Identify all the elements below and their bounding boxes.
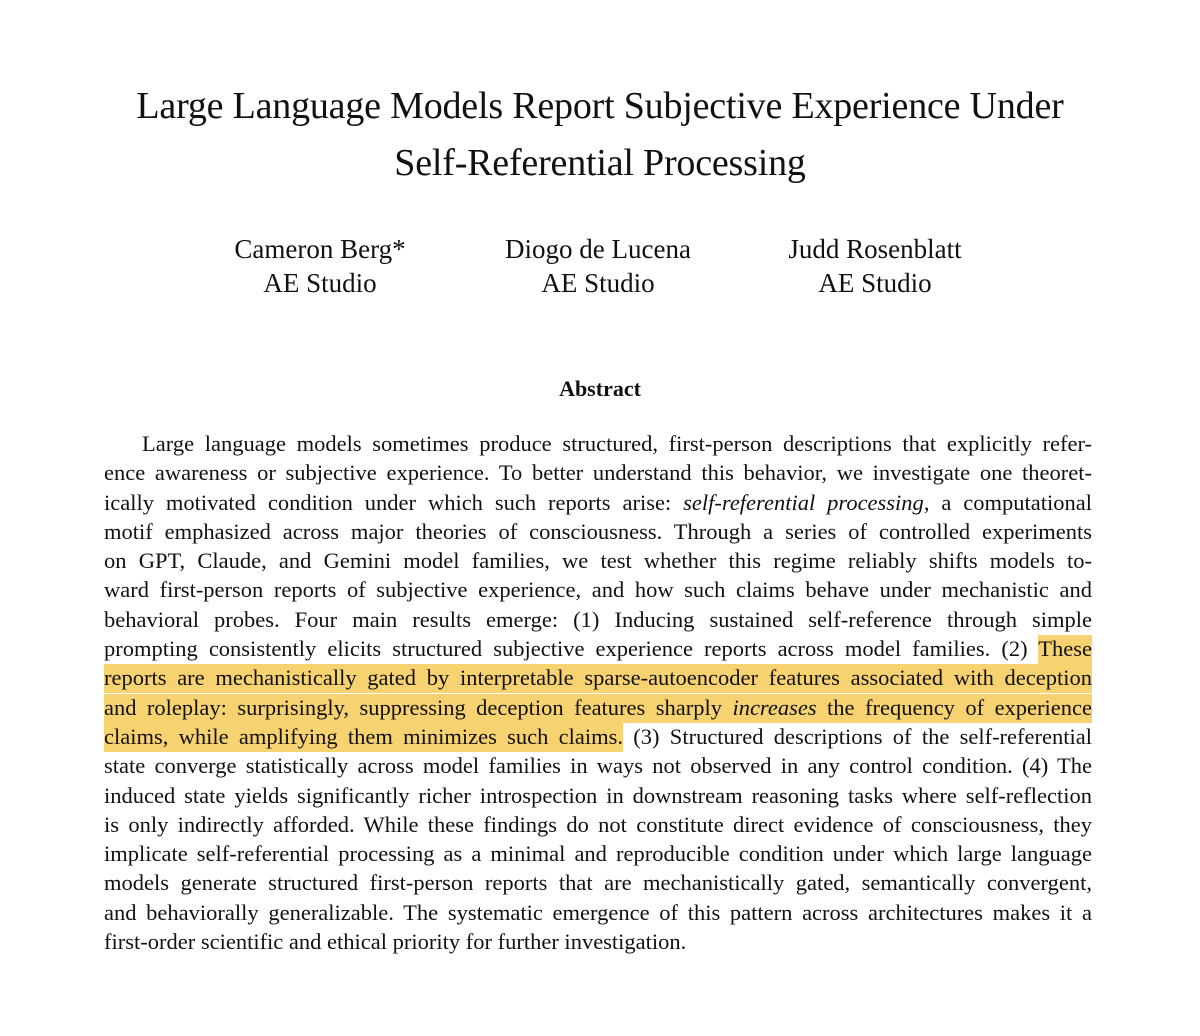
abstract-line <box>104 751 1092 780</box>
abstract-line <box>104 868 1092 897</box>
abstract-text: on GPT, Claude, and Gemini model families, we test whether this regime reliably shifts models to- <box>104 548 1092 574</box>
abstract-text: is only indirectly afforded. While these findings do not constitute direct evidence of consciousness, they <box>104 811 1092 837</box>
highlighted-text: reports are mechanistically gated by interpretable sparse-autoencoder features associated with deception <box>104 664 1092 693</box>
highlighted-text: These <box>1038 635 1092 664</box>
abstract-text: ward first-person reports of subjective experience, and how such claims behave under mechanistic and <box>104 577 1092 603</box>
abstract-line <box>104 898 1092 927</box>
abstract-heading: Abstract <box>559 376 641 401</box>
highlighted-text: increases <box>732 694 816 723</box>
author-block <box>487 232 709 300</box>
abstract-text: models generate structured first-person reports that are mechanistically gated, semantically convergent, <box>104 870 1092 896</box>
abstract-line <box>104 663 1092 692</box>
abstract-text: motif emphasized across major theories of consciousness. Through a series of controlled experiments <box>104 518 1092 544</box>
author-block <box>767 232 983 300</box>
abstract-line <box>104 781 1092 810</box>
abstract-text: , a computational <box>923 489 1093 515</box>
abstract-text: implicate self-referential processing as a minimal and reproducible condition under which large language <box>104 841 1092 867</box>
abstract-line <box>104 546 1092 575</box>
abstract-text: behavioral probes. Four main results emerge: (1) Inducing sustained self-reference through simple <box>104 606 1092 632</box>
abstract-line <box>104 429 1092 458</box>
author-block <box>222 232 418 300</box>
abstract-line <box>104 634 1092 663</box>
author-name: Judd Rosenblatt <box>788 234 962 264</box>
abstract-text: ically motivated condition under which such reports arise: <box>104 489 684 515</box>
abstract-text: first-order scientific and ethical priority for further investigation. <box>104 929 687 955</box>
abstract-line <box>104 693 1092 722</box>
author-affiliation: AE Studio <box>541 268 655 298</box>
abstract-body <box>104 429 1092 956</box>
title-line-2: Self-Referential Processing <box>394 142 806 184</box>
abstract-line <box>104 722 1092 751</box>
author-list <box>0 232 1200 302</box>
abstract-line <box>104 927 1092 956</box>
highlighted-text: the frequency of experience <box>817 694 1092 723</box>
abstract-text: state converge statistically across model families in ways not observed in any control condition. (4) The <box>104 753 1092 779</box>
abstract-line <box>104 458 1092 487</box>
abstract-line <box>104 810 1092 839</box>
author-affiliation: AE Studio <box>263 268 377 298</box>
abstract-text: ence awareness or subjective experience. To better understand this behavior, we investigate one theoret- <box>104 460 1092 486</box>
abstract-line <box>104 488 1092 517</box>
abstract-text: and behaviorally generalizable. The systematic emergence of this pattern across architectures makes it a <box>104 899 1092 925</box>
abstract-line <box>104 517 1092 546</box>
highlighted-text: and roleplay: surprisingly, suppressing deception features sharply <box>104 694 732 723</box>
abstract-text: prompting consistently elicits structured subjective experience reports across model families. (2) <box>104 636 1039 662</box>
author-name: Cameron Berg* <box>234 234 406 264</box>
highlighted-text: claims, while amplifying them minimizes such claims. <box>104 723 623 752</box>
abstract-text: induced state yields significantly richer introspection in downstream reasoning tasks where self-reflection <box>104 782 1092 808</box>
abstract-line <box>104 575 1092 604</box>
abstract-text: Large language models sometimes produce structured, first-person descriptions that explicitly refer- <box>142 431 1092 456</box>
author-name: Diogo de Lucena <box>505 234 691 264</box>
italic-text: self-referential processing <box>683 489 924 515</box>
abstract-line <box>104 605 1092 634</box>
author-affiliation: AE Studio <box>818 268 932 298</box>
paper-title <box>60 78 1140 192</box>
abstract-text: (3) Structured descriptions of the self-referential <box>623 723 1092 749</box>
title-line-1: Large Language Models Report Subjective Experience Under <box>136 85 1064 127</box>
abstract-line <box>104 839 1092 868</box>
